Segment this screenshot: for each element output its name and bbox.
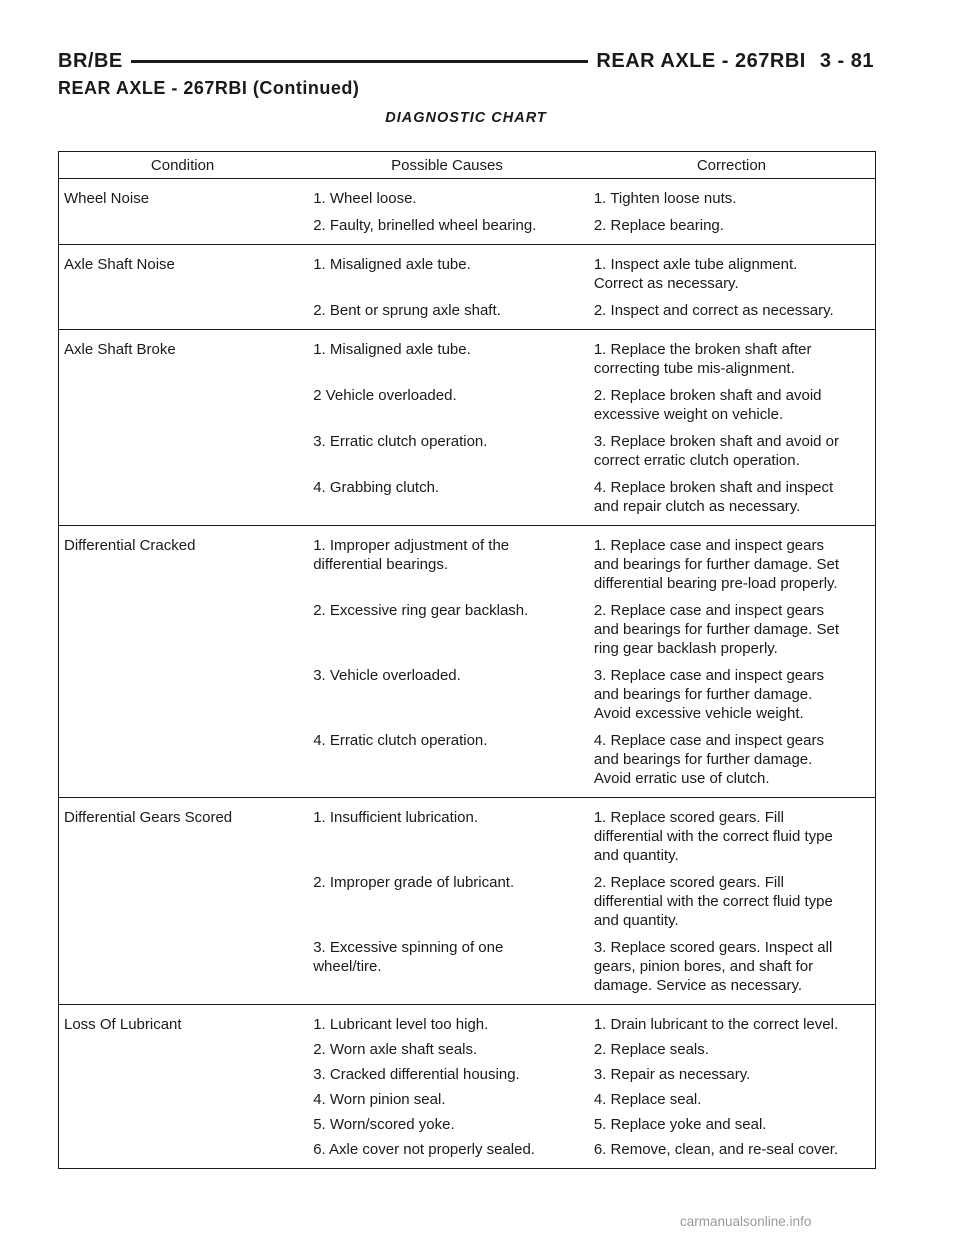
correction-cell-line: 4. Replace broken shaft and inspect [593,479,834,496]
correction-cell-line: 2. Replace scored gears. Fill [593,874,784,891]
cause-cell-line: 4. Worn pinion seal. [313,1091,446,1108]
correction-cell [588,930,876,1005]
cause-cell-line: 1. Wheel loose. [313,190,417,207]
cause-cell-line: 5. Worn/scored yoke. [313,1116,455,1133]
header-right [596,50,874,73]
correction-cell-line: differential with the correct fluid type [593,828,833,845]
correction-cell [588,245,876,294]
correction-cell-line: and quantity. [593,847,679,864]
table-row [59,1034,876,1059]
table-row [59,658,876,723]
cause-cell-line: 3. Excessive spinning of one [313,939,504,956]
table-row [59,470,876,526]
table-row [59,526,876,594]
cause-cell [306,330,588,379]
correction-cell-line: gears, pinion bores, and shaft for [593,958,814,975]
cause-cell-line: 3. Cracked differential housing. [313,1066,520,1083]
cause-cell [306,526,588,594]
table-row [59,245,876,294]
cause-cell [306,930,588,1005]
condition-cell: Differential Cracked [64,537,196,554]
correction-cell [588,593,876,658]
correction-cell-line: 5. Replace yoke and seal. [593,1116,767,1133]
cause-cell-line: 2. Worn axle shaft seals. [313,1041,478,1058]
correction-cell-line: 1. Tighten loose nuts. [593,190,737,207]
cause-cell-line: 1. Lubricant level too high. [313,1016,489,1033]
correction-cell-line: damage. Service as necessary. [593,977,802,994]
correction-cell [588,798,876,866]
watermark: carmanualsonline.info [680,1214,812,1229]
condition-cell [59,470,307,526]
correction-cell [588,179,876,209]
correction-cell-line: and bearings for further damage. [593,686,813,703]
condition-cell [59,1109,307,1134]
correction-cell [588,1034,876,1059]
cause-cell-line: 1. Misaligned axle tube. [313,341,471,358]
condition-cell [59,593,307,658]
correction-cell-line: and repair clutch as necessary. [593,498,801,515]
correction-cell-line: Correct as necessary. [593,275,739,292]
cause-cell-line: 3. Erratic clutch operation. [313,433,488,450]
condition-cell [59,930,307,1005]
cause-cell-line: 2. Faulty, brinelled wheel bearing. [313,217,537,234]
condition-cell [59,1034,307,1059]
cause-cell [306,593,588,658]
condition-cell: Differential Gears Scored [64,809,233,826]
correction-cell-line: 4. Replace seal. [593,1091,702,1108]
cause-cell [306,424,588,470]
correction-cell [588,208,876,245]
condition-cell [59,208,307,245]
correction-cell-line: 3. Replace broken shaft and avoid or [593,433,839,450]
correction-cell-line: 2. Replace bearing. [593,217,724,234]
cause-cell-line: 4. Grabbing clutch. [313,479,440,496]
table-row [59,293,876,330]
cause-cell [306,1134,588,1169]
correction-cell-line: 3. Repair as necessary. [593,1066,751,1083]
column-header: Condition [59,152,307,179]
condition-cell: Axle Shaft Noise [64,256,175,273]
condition-cell [59,865,307,930]
correction-cell-line: 1. Inspect axle tube alignment. [593,256,798,273]
cause-cell [306,179,588,209]
cause-cell [306,245,588,294]
correction-cell [588,1005,876,1035]
correction-cell-line: excessive weight on vehicle. [593,406,784,423]
cause-cell [306,378,588,424]
table-row [59,208,876,245]
table-row [59,1134,876,1169]
cause-cell [306,208,588,245]
page-header [58,44,874,78]
cause-cell [306,470,588,526]
condition-cell [59,293,307,330]
table-row [59,1084,876,1109]
correction-cell-line: Avoid excessive vehicle weight. [593,705,804,722]
condition-cell: Axle Shaft Broke [64,341,176,358]
cause-cell [306,658,588,723]
condition-cell [59,1059,307,1084]
table-row [59,1059,876,1084]
header-rule [131,60,589,63]
correction-cell-line: and bearings for further damage. [593,751,813,768]
correction-cell-line: 6. Remove, clean, and re-seal cover. [593,1141,839,1158]
correction-cell-line: and bearings for further damage. Set [593,621,839,638]
correction-cell-line: Avoid erratic use of clutch. [593,770,770,787]
table-row [59,1005,876,1035]
correction-cell [588,378,876,424]
condition-cell [59,1134,307,1169]
correction-cell [588,658,876,723]
condition-cell: Wheel Noise [64,190,150,207]
table-header-row [59,152,876,179]
cause-cell-line: 4. Erratic clutch operation. [313,732,488,749]
condition-cell [59,723,307,798]
table-row [59,1109,876,1134]
cause-cell [306,1084,588,1109]
table-row [59,179,876,209]
correction-cell-line: and bearings for further damage. Set [593,556,839,573]
correction-cell [588,330,876,379]
continued-heading: REAR AXLE - 267RBI (Continued) [58,78,360,98]
column-header: Possible Causes [306,152,588,179]
cause-cell-line: 3. Vehicle overloaded. [313,667,461,684]
table-row [59,723,876,798]
correction-cell-line: 1. Replace case and inspect gears [593,537,824,554]
cause-cell [306,723,588,798]
cause-cell [306,293,588,330]
correction-cell-line: 2. Replace broken shaft and avoid [593,387,822,404]
correction-cell-line: differential bearing pre-load properly. [593,575,838,592]
correction-cell-line: 2. Replace case and inspect gears [593,602,824,619]
diagnostic-table [58,151,876,1169]
cause-cell-line: 1. Insufficient lubrication. [313,809,479,826]
cause-cell-line: 2. Improper grade of lubricant. [313,874,515,891]
page-number: 3 - 81 [819,49,874,72]
cause-cell-line: 1. Improper adjustment of the [313,537,510,554]
correction-cell-line: differential with the correct fluid type [593,893,833,910]
correction-cell-line: 1. Replace scored gears. Fill [593,809,784,826]
condition-cell [59,1084,307,1109]
correction-cell-line: 1. Drain lubricant to the correct level. [593,1016,839,1033]
section-title: REAR AXLE - 267RBI [596,49,806,72]
condition-cell: Loss Of Lubricant [64,1016,182,1033]
chart-title: DIAGNOSTIC CHART [385,110,547,126]
cause-cell [306,798,588,866]
table-row [59,330,876,379]
correction-cell-line: 3. Replace scored gears. Inspect all [593,939,833,956]
table-row [59,930,876,1005]
correction-cell [588,526,876,594]
cause-cell [306,1034,588,1059]
cause-cell-line: 6. Axle cover not properly sealed. [313,1141,535,1158]
correction-cell [588,470,876,526]
correction-cell [588,723,876,798]
table-row [59,798,876,866]
cause-cell-line: 1. Misaligned axle tube. [313,256,471,273]
correction-cell-line: correct erratic clutch operation. [593,452,800,469]
correction-cell-line: 2. Replace seals. [593,1041,709,1058]
cause-cell-line: wheel/tire. [313,958,382,975]
correction-cell-line: correcting tube mis-alignment. [593,360,795,377]
cause-cell-line: 2 Vehicle overloaded. [313,387,457,404]
correction-cell [588,424,876,470]
cause-cell-line: 2. Bent or sprung axle shaft. [313,302,501,319]
column-header: Correction [588,152,876,179]
correction-cell [588,1059,876,1084]
correction-cell-line: and quantity. [593,912,679,929]
correction-cell [588,293,876,330]
correction-cell-line: ring gear backlash properly. [593,640,778,657]
condition-cell [59,424,307,470]
cause-cell [306,1005,588,1035]
correction-cell [588,1109,876,1134]
condition-cell [59,658,307,723]
cause-cell-line: differential bearings. [313,556,448,573]
correction-cell-line: 3. Replace case and inspect gears [593,667,824,684]
correction-cell-line: 1. Replace the broken shaft after [593,341,812,358]
cause-cell [306,865,588,930]
correction-cell-line: 2. Inspect and correct as necessary. [593,302,834,319]
correction-cell-line: 4. Replace case and inspect gears [593,732,824,749]
table-row [59,593,876,658]
correction-cell [588,865,876,930]
table-row [59,424,876,470]
cause-cell [306,1109,588,1134]
correction-cell [588,1134,876,1169]
table-row [59,378,876,424]
condition-cell [59,378,307,424]
cause-cell-line: 2. Excessive ring gear backlash. [313,602,529,619]
manual-code: BR/BE [58,49,123,72]
table-row [59,865,876,930]
cause-cell [306,1059,588,1084]
correction-cell [588,1084,876,1109]
